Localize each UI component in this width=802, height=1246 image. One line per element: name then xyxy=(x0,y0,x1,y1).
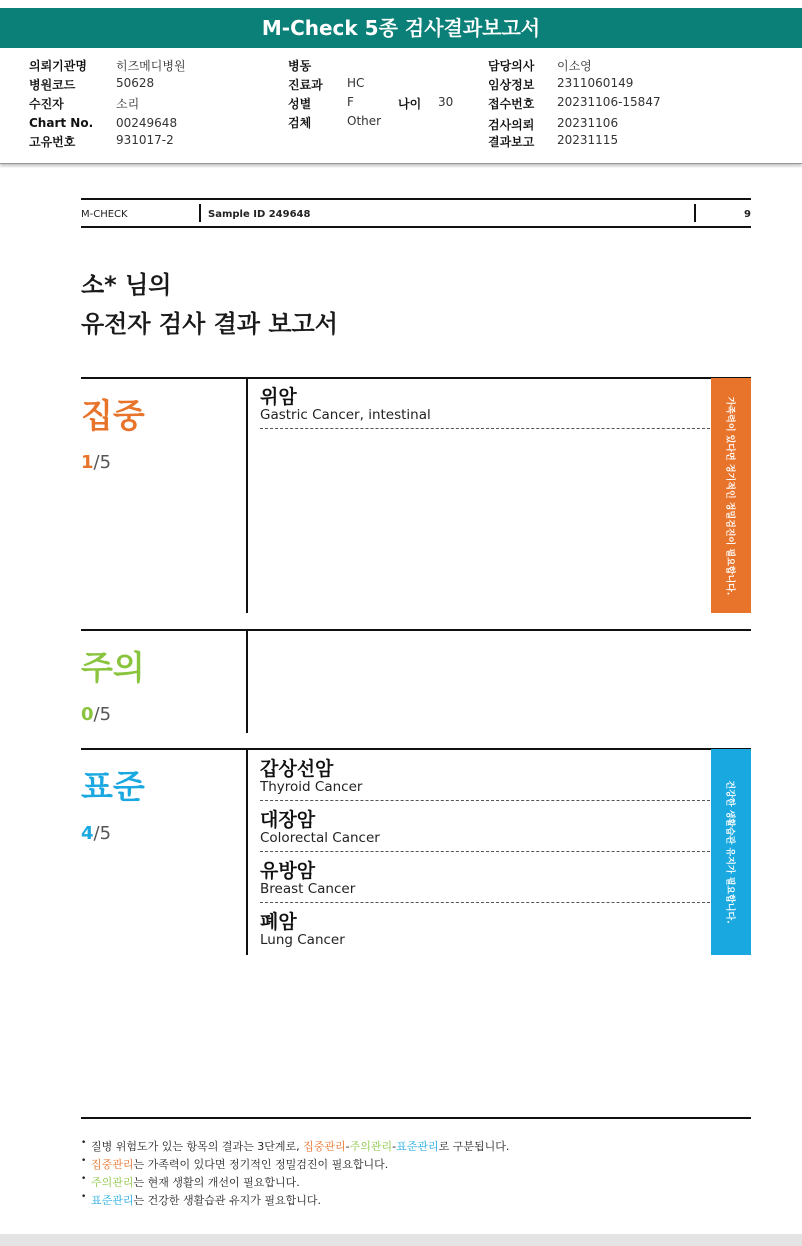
focus-score xyxy=(81,452,111,473)
list-item xyxy=(260,852,710,903)
info-value-department: HC xyxy=(347,76,365,90)
disease-name-en: Thyroid Cancer xyxy=(260,779,363,795)
info-label-request-date: 검사의뢰 xyxy=(488,118,535,132)
disease-name-ko: 갑상선암 xyxy=(260,758,334,780)
info-label-department: 진료과 xyxy=(288,78,323,92)
focus-side-banner xyxy=(711,378,751,613)
disease-name-ko: 위암 xyxy=(260,386,297,408)
caution-category-label: 주의 xyxy=(81,648,145,687)
term-caution: 주의관리 xyxy=(91,1176,134,1189)
report-page-header xyxy=(81,198,751,228)
header-divider xyxy=(694,204,696,222)
info-label-hospital-code: 병원코드 xyxy=(29,78,76,92)
footnote-1 xyxy=(81,1138,509,1154)
info-value-request-date: 20231106 xyxy=(557,116,619,130)
info-value-age: 30 xyxy=(438,95,454,109)
footnote-text: 는 가족력이 있다면 정기적인 정밀검진이 필요합니다. xyxy=(133,1158,389,1171)
section-vertical-rule xyxy=(246,750,248,955)
focus-total: /5 xyxy=(93,452,112,473)
footnote-text: 는 건강한 생활습관 유지가 필요합니다. xyxy=(133,1194,322,1207)
info-label-sex: 성별 xyxy=(288,97,312,111)
section-divider xyxy=(81,629,751,631)
header-divider xyxy=(199,204,201,222)
standard-side-note: 건강한 생활습관 유지가 필요합니다. xyxy=(724,780,735,924)
caution-count: 0 xyxy=(81,704,94,725)
term-focus: 집중관리 xyxy=(91,1158,134,1171)
disease-name-en: Colorectal Cancer xyxy=(260,830,380,846)
disease-name-ko: 유방암 xyxy=(260,860,316,882)
report-title: M-Check 5종 검사결과보고서 xyxy=(0,8,802,48)
term-separator: - xyxy=(392,1140,397,1153)
footnote-2 xyxy=(81,1156,388,1172)
disease-name-en: Breast Cancer xyxy=(260,881,356,897)
info-value-sex: F xyxy=(347,95,354,109)
list-item xyxy=(260,903,710,954)
bullet-icon: • xyxy=(81,1192,87,1202)
focus-category-label: 집중 xyxy=(81,396,145,435)
footnote-text: 질병 위험도가 있는 항목의 결과는 3단계로, xyxy=(91,1140,304,1153)
info-value-specimen: Other xyxy=(347,114,382,128)
standard-count: 4 xyxy=(81,823,94,844)
info-label-receipt-no: 접수번호 xyxy=(488,97,535,111)
info-label-doctor: 담당의사 xyxy=(488,59,535,73)
info-value-receipt-no: 20231106-15847 xyxy=(557,95,661,109)
footnote-text: 는 현재 생활의 개선이 필요합니다. xyxy=(133,1176,300,1189)
info-label-specimen: 검체 xyxy=(288,116,312,130)
info-label-patient: 수진자 xyxy=(29,97,64,111)
term-focus: 집중관리 xyxy=(303,1140,346,1153)
info-label-report-date: 결과보고 xyxy=(488,135,535,149)
term-separator: - xyxy=(345,1140,350,1153)
page-number: 9 xyxy=(744,209,751,220)
brand-label: M-CHECK xyxy=(81,209,128,220)
list-item xyxy=(260,750,710,801)
footnote-3 xyxy=(81,1174,300,1190)
bullet-icon: • xyxy=(81,1138,87,1148)
focus-count: 1 xyxy=(81,452,94,473)
footnote-divider xyxy=(81,1117,751,1119)
caution-score xyxy=(81,704,111,725)
disease-name-ko: 폐암 xyxy=(260,911,297,933)
standard-score xyxy=(81,823,111,844)
list-item xyxy=(260,801,710,852)
info-value-clinical: 2311060149 xyxy=(557,76,634,90)
bullet-icon: • xyxy=(81,1156,87,1166)
info-value-chart-no: 00249648 xyxy=(116,116,178,130)
greeting-name: 소* 님의 xyxy=(81,271,172,299)
info-value-unique-no: 931017-2 xyxy=(116,133,174,147)
info-label-unique-no: 고유번호 xyxy=(29,135,76,149)
info-value-doctor: 이소영 xyxy=(557,59,592,73)
section-vertical-rule xyxy=(246,631,248,733)
caution-total: /5 xyxy=(93,704,112,725)
info-label-age: 나이 xyxy=(398,97,422,111)
sample-id: Sample ID 249648 xyxy=(208,209,311,220)
footnote-text: 로 구분됩니다. xyxy=(438,1140,510,1153)
term-caution: 주의관리 xyxy=(349,1140,393,1153)
disease-name-en: Lung Cancer xyxy=(260,932,345,948)
page-bottom-gap xyxy=(0,1234,802,1246)
standard-total: /5 xyxy=(93,823,112,844)
section-vertical-rule xyxy=(246,379,248,613)
info-label-institution: 의뢰기관명 xyxy=(29,59,87,73)
standard-category-label: 표준 xyxy=(81,767,145,806)
info-value-patient: 소리 xyxy=(116,97,140,111)
standard-side-banner xyxy=(711,749,751,955)
info-label-ward: 병동 xyxy=(288,59,312,73)
info-label-chart-no: Chart No. xyxy=(29,116,94,130)
disease-name-ko: 대장암 xyxy=(260,809,316,831)
footnote-4 xyxy=(81,1192,321,1208)
greeting-title: 유전자 검사 결과 보고서 xyxy=(81,310,338,338)
info-label-clinical: 임상정보 xyxy=(488,78,535,92)
term-standard: 표준관리 xyxy=(91,1194,134,1207)
disease-name-en: Gastric Cancer, intestinal xyxy=(260,407,431,423)
focus-side-note: 가족력이 있다면 정기적인 정밀검진이 필요합니다. xyxy=(724,396,735,595)
bullet-icon: • xyxy=(81,1174,87,1184)
term-standard: 표준관리 xyxy=(396,1140,439,1153)
info-value-hospital-code: 50628 xyxy=(116,76,155,90)
info-value-institution: 히즈메디병원 xyxy=(116,59,186,73)
list-item xyxy=(260,378,710,429)
info-value-report-date: 20231115 xyxy=(557,133,619,147)
patient-info-panel xyxy=(0,48,802,164)
